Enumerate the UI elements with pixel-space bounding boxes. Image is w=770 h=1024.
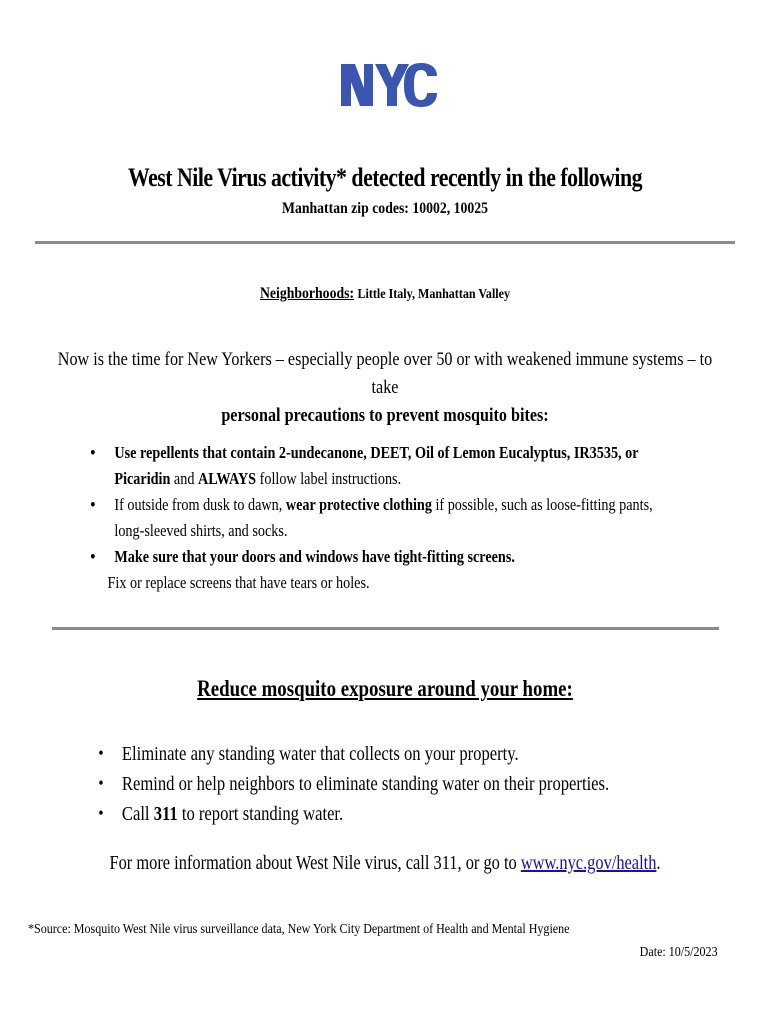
nyc-logo: [339, 60, 439, 110]
clothing-pre: If outside from dusk to dawn,: [114, 495, 286, 514]
screens-fix-text: Fix or replace screens that have tears or holes.: [107, 573, 370, 592]
eliminate-text: Eliminate any standing water that collects on your property.: [121, 743, 519, 765]
divider: [52, 627, 719, 630]
list-item: [80, 440, 673, 492]
clothing-line2: long-sleeved shirts, and socks.: [114, 521, 288, 540]
list-item: [80, 544, 673, 570]
more-info: [69, 852, 700, 875]
screens-text: Make sure that your doors and windows have tight-fitting screens.: [114, 547, 515, 566]
intro-paragraph: [58, 346, 713, 430]
picaridin-text: Picaridin: [114, 469, 171, 488]
headline: West Nile Virus activity* detected recently in the following: [127, 163, 643, 192]
health-link[interactable]: www.nyc.gov/health: [520, 852, 657, 874]
remind-text: Remind or help neighbors to eliminate standing water on their properties.: [121, 773, 610, 795]
clothing-bold: wear protective clothing: [285, 495, 432, 514]
bullet-icon: •: [90, 547, 96, 566]
repellent-text: Use repellents that contain 2-undecanone, DEET, Oil of Lemon Eucalyptus, IR3535, or: [114, 443, 639, 462]
bullet-icon: •: [98, 805, 104, 822]
source-note: *Source: Mosquito West Nile virus surveillance data, New York City Department of Health and Mental Hygiene: [28, 922, 570, 937]
neighborhoods-value: Little Italy, Manhattan Valley: [357, 287, 511, 302]
divider: [35, 241, 735, 244]
list-item: [92, 769, 656, 799]
bullet-icon: •: [90, 443, 96, 462]
reduce-list: [92, 739, 656, 829]
more-info-end: .: [656, 852, 661, 874]
list-item: [92, 799, 656, 829]
date-text: Date: 10/5/2023: [640, 945, 718, 960]
list-item: [92, 739, 656, 769]
intro-bold: personal precautions to prevent mosquito bites:: [221, 405, 549, 426]
reduce-heading: Reduce mosquito exposure around your home:: [197, 676, 573, 701]
and-text: and: [170, 469, 198, 488]
neighborhoods-label: Neighborhoods:: [259, 285, 355, 302]
list-item: [80, 492, 673, 544]
always-text: ALWAYS: [197, 469, 257, 488]
neighborhoods: [54, 285, 716, 303]
bullet-icon: •: [98, 745, 104, 762]
bullet-icon: •: [90, 495, 96, 514]
call-number: 311: [153, 803, 178, 825]
call-pre: Call: [121, 803, 154, 825]
call-post: to report standing water.: [177, 803, 344, 825]
intro-text: Now is the time for New Yorkers – especially people over 50 or with weakened immune systems – to take: [57, 349, 713, 398]
more-info-text: For more information about West Nile virus, call 311, or go to: [109, 852, 521, 874]
clothing-post: if possible, such as loose-fitting pants,: [431, 495, 653, 514]
zip-codes: Manhattan zip codes: 10002, 10025: [281, 200, 489, 217]
bullet-icon: •: [98, 775, 104, 792]
precautions-list: [80, 440, 673, 596]
label-instructions-text: follow label instructions.: [256, 469, 402, 488]
